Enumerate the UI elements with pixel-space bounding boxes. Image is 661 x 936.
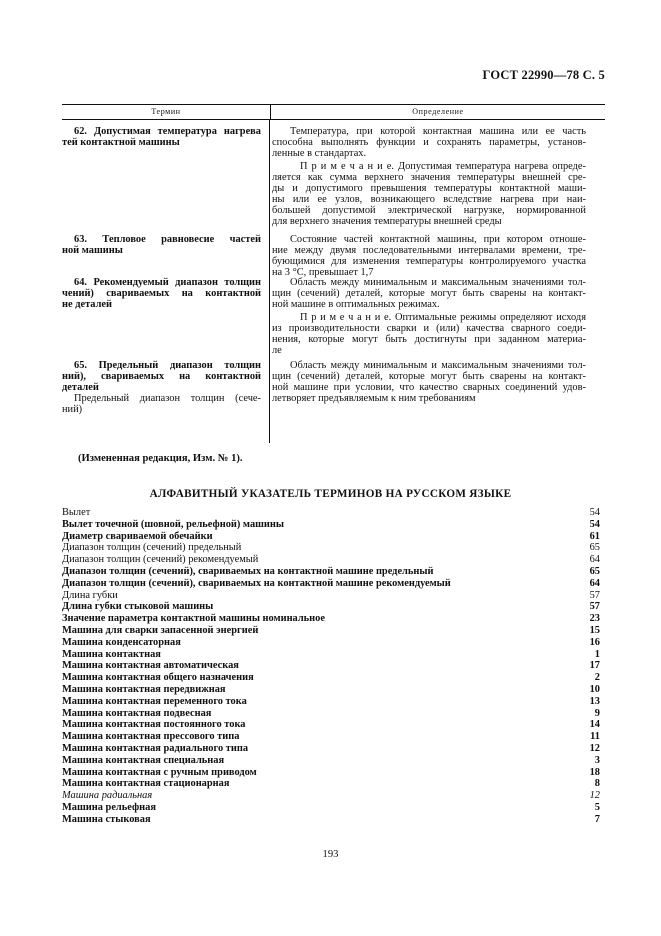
index-number: 15 — [589, 624, 600, 636]
index-row — [62, 590, 600, 602]
index-term: Вылет — [62, 507, 91, 518]
index-term: Машина контактная переменного тока — [62, 695, 247, 707]
definition-line: способна выполнять функции и сохранять параметры, установ- — [272, 137, 586, 148]
term-line: 62. Допустимая температура нагрева — [74, 126, 261, 137]
index-number: 9 — [594, 707, 600, 719]
term-line: деталей — [62, 382, 99, 393]
index-term: Значение параметра контактной машины номинальное — [62, 613, 325, 625]
index-number: 3 — [594, 754, 600, 766]
revision-note: (Измененная редакция, Изм. № 1). — [78, 453, 243, 464]
index-row — [62, 601, 600, 613]
term-column — [62, 120, 270, 443]
index-number: 13 — [589, 695, 600, 707]
term-line: тей контактной машины — [62, 137, 180, 148]
index-number: 64 — [589, 554, 600, 566]
term-line: ний) — [62, 404, 83, 415]
index-number: 12 — [589, 790, 600, 802]
term-line: ний), свариваемых на контактной — [62, 371, 261, 382]
term-line: 63. Тепловое равновесие частей — [74, 234, 261, 245]
index-number: 1 — [594, 648, 600, 660]
index-number: 18 — [589, 766, 600, 778]
index-row — [62, 755, 600, 767]
index-term: Машина контактная передвижная — [62, 683, 226, 695]
definition-line: Температура, при которой контактная машина или ее часть — [290, 126, 586, 137]
index-term: Машина контактная постоянного тока — [62, 719, 246, 731]
index-number: 14 — [589, 719, 600, 731]
index-term: Машина контактная — [62, 648, 161, 660]
definition-line: ды и допустимого превышения температуры контактной маши- — [272, 183, 586, 194]
index-term: Машина контактная прессового типа — [62, 731, 240, 743]
definition-line: П р и м е ч а н и е. Допустимая температура нагрева опреде- — [300, 161, 586, 172]
index-term: Диапазон толщин (сечений) рекомендуемый — [62, 554, 259, 566]
index-row — [62, 731, 600, 743]
index-row — [62, 507, 600, 519]
definition-line: ной машине в оптимальных режимах. — [272, 299, 440, 310]
index-number: 2 — [594, 672, 600, 684]
index-row — [62, 625, 600, 637]
term-line: ной машины — [62, 245, 123, 256]
index-row — [62, 554, 600, 566]
index-term: Машина контактная подвесная — [62, 707, 212, 719]
index-number: 65 — [589, 542, 600, 554]
index-number: 12 — [589, 742, 600, 754]
definition-line: щин (сечений) деталей, которые могут быть сварены на контакт- — [272, 371, 586, 382]
definition-line: бующимися для изменения температуры контролируемого участка — [272, 256, 586, 267]
index-term: Машина контактная специальная — [62, 754, 225, 766]
index-term: Машина конденсаторная — [62, 636, 181, 648]
definition-line: Состояние частей контактной машины, при котором отноше- — [290, 234, 586, 245]
table-body — [62, 120, 605, 443]
index-term: Вылет точечной (шовной, рельефной) машины — [62, 518, 284, 530]
index-row — [62, 719, 600, 731]
term-line: не деталей — [62, 299, 113, 310]
index-row — [62, 578, 600, 590]
index-row — [62, 566, 600, 578]
index-number: 23 — [589, 613, 600, 625]
index-term: Машина контактная с ручным приводом — [62, 766, 257, 778]
index-row — [62, 684, 600, 696]
index-row — [62, 542, 600, 554]
index-term: Машина стыковая — [62, 813, 151, 825]
index-number: 11 — [590, 731, 600, 743]
index-row — [62, 743, 600, 755]
index-row — [62, 519, 600, 531]
definition-line: П р и м е ч а н и е. Оптимальные режимы определяют исходя — [300, 312, 586, 323]
definition-line: для верхнего значения температуры внешней среды — [272, 216, 502, 227]
index-number: 64 — [589, 577, 600, 589]
index-row — [62, 531, 600, 543]
definition-column — [270, 120, 605, 443]
index-row — [62, 802, 600, 814]
index-number: 17 — [589, 660, 600, 672]
index-number: 8 — [594, 778, 600, 790]
index-number: 16 — [589, 636, 600, 648]
index-row — [62, 672, 600, 684]
term-line: 65. Предельный диапазон толщин — [74, 360, 261, 371]
index-term: Машина радиальная — [62, 790, 153, 802]
index-number: 57 — [589, 589, 600, 601]
index-number: 7 — [594, 813, 600, 825]
definition-line: ляется как сумма верхнего значения температуры внешней сре- — [272, 172, 586, 183]
alphabetical-index — [62, 507, 600, 826]
definition-line: щин (сечений) деталей, которые могут быть сварены на контакт- — [272, 288, 586, 299]
index-row — [62, 613, 600, 625]
term-line: Предельный диапазон толщин (сече- — [74, 393, 261, 404]
index-row — [62, 767, 600, 779]
definition-line: ленные в стандартах. — [272, 148, 367, 159]
definition-line: ны или ее узлов, возникающего вследствие нагрева при наи- — [272, 194, 586, 205]
definition-line: из производительности сварки и (или) качества сварного соеди- — [272, 323, 586, 334]
definition-line: Область между минимальным и максимальным значениями тол- — [290, 277, 586, 288]
index-term: Машина контактная радиального типа — [62, 742, 249, 754]
terms-table — [62, 104, 605, 443]
definition-line: летворяет предъявляемым к ним требованиям — [272, 393, 476, 404]
index-term: Длина губки стыковой машины — [62, 601, 214, 613]
definition-line: ной машине при условии, что качество сварных соединений удов- — [272, 382, 586, 393]
page-header: ГОСТ 22990—78 С. 5 — [482, 68, 605, 82]
index-row — [62, 814, 600, 826]
definition-line: Область между минимальным и максимальным значениями тол- — [290, 360, 586, 371]
index-term: Машина для сварки запасенной энергией — [62, 624, 259, 636]
index-number: 10 — [589, 683, 600, 695]
table-header — [62, 104, 605, 120]
definition-line: ние между двумя последовательными интервалами времени, тре- — [272, 245, 586, 256]
index-term: Диапазон толщин (сечений), свариваемых на контактной машине рекомендуемый — [62, 577, 451, 589]
index-term: Машина рельефная — [62, 801, 156, 813]
index-row — [62, 637, 600, 649]
index-row — [62, 660, 600, 672]
index-number: 65 — [589, 565, 600, 577]
index-term: Машина контактная автоматическая — [62, 660, 239, 672]
index-term: Машина контактная стационарная — [62, 778, 230, 790]
term-line: 64. Рекомендуемый диапазон толщин — [74, 277, 261, 288]
column-definition-header: Определение — [412, 107, 464, 116]
index-number: 54 — [589, 518, 600, 530]
index-row — [62, 696, 600, 708]
definition-line: большей допустимой электрической нагрузке, нормированной — [272, 205, 586, 216]
index-term: Длина губки — [62, 589, 118, 601]
index-number: 54 — [589, 507, 600, 518]
definition-line: на 3 °C, превышает 1,7 — [272, 267, 374, 278]
index-term: Диапазон толщин (сечений), свариваемых на контактной машине предельный — [62, 565, 434, 577]
index-title: АЛФАВИТНЫЙ УКАЗАТЕЛЬ ТЕРМИНОВ НА РУССКОМ ЯЗЫКЕ — [149, 488, 512, 500]
index-term: Диаметр свариваемой обечайки — [62, 530, 213, 542]
column-term-header: Термин — [62, 105, 271, 119]
index-row — [62, 778, 600, 790]
index-row — [62, 790, 600, 802]
index-term: Диапазон толщин (сечений) предельный — [62, 542, 242, 554]
definition-line: нения, которые могут быть достигнуты при заданном материа- — [272, 334, 586, 345]
index-number: 61 — [589, 530, 600, 542]
definition-line: ле — [272, 345, 282, 356]
index-row — [62, 649, 600, 661]
index-row — [62, 708, 600, 720]
term-line: чений) свариваемых на контактной — [62, 288, 261, 299]
index-number: 5 — [594, 801, 600, 813]
index-term: Машина контактная общего назначения — [62, 672, 254, 684]
page-number: 193 — [322, 849, 339, 860]
index-number: 57 — [589, 601, 600, 613]
